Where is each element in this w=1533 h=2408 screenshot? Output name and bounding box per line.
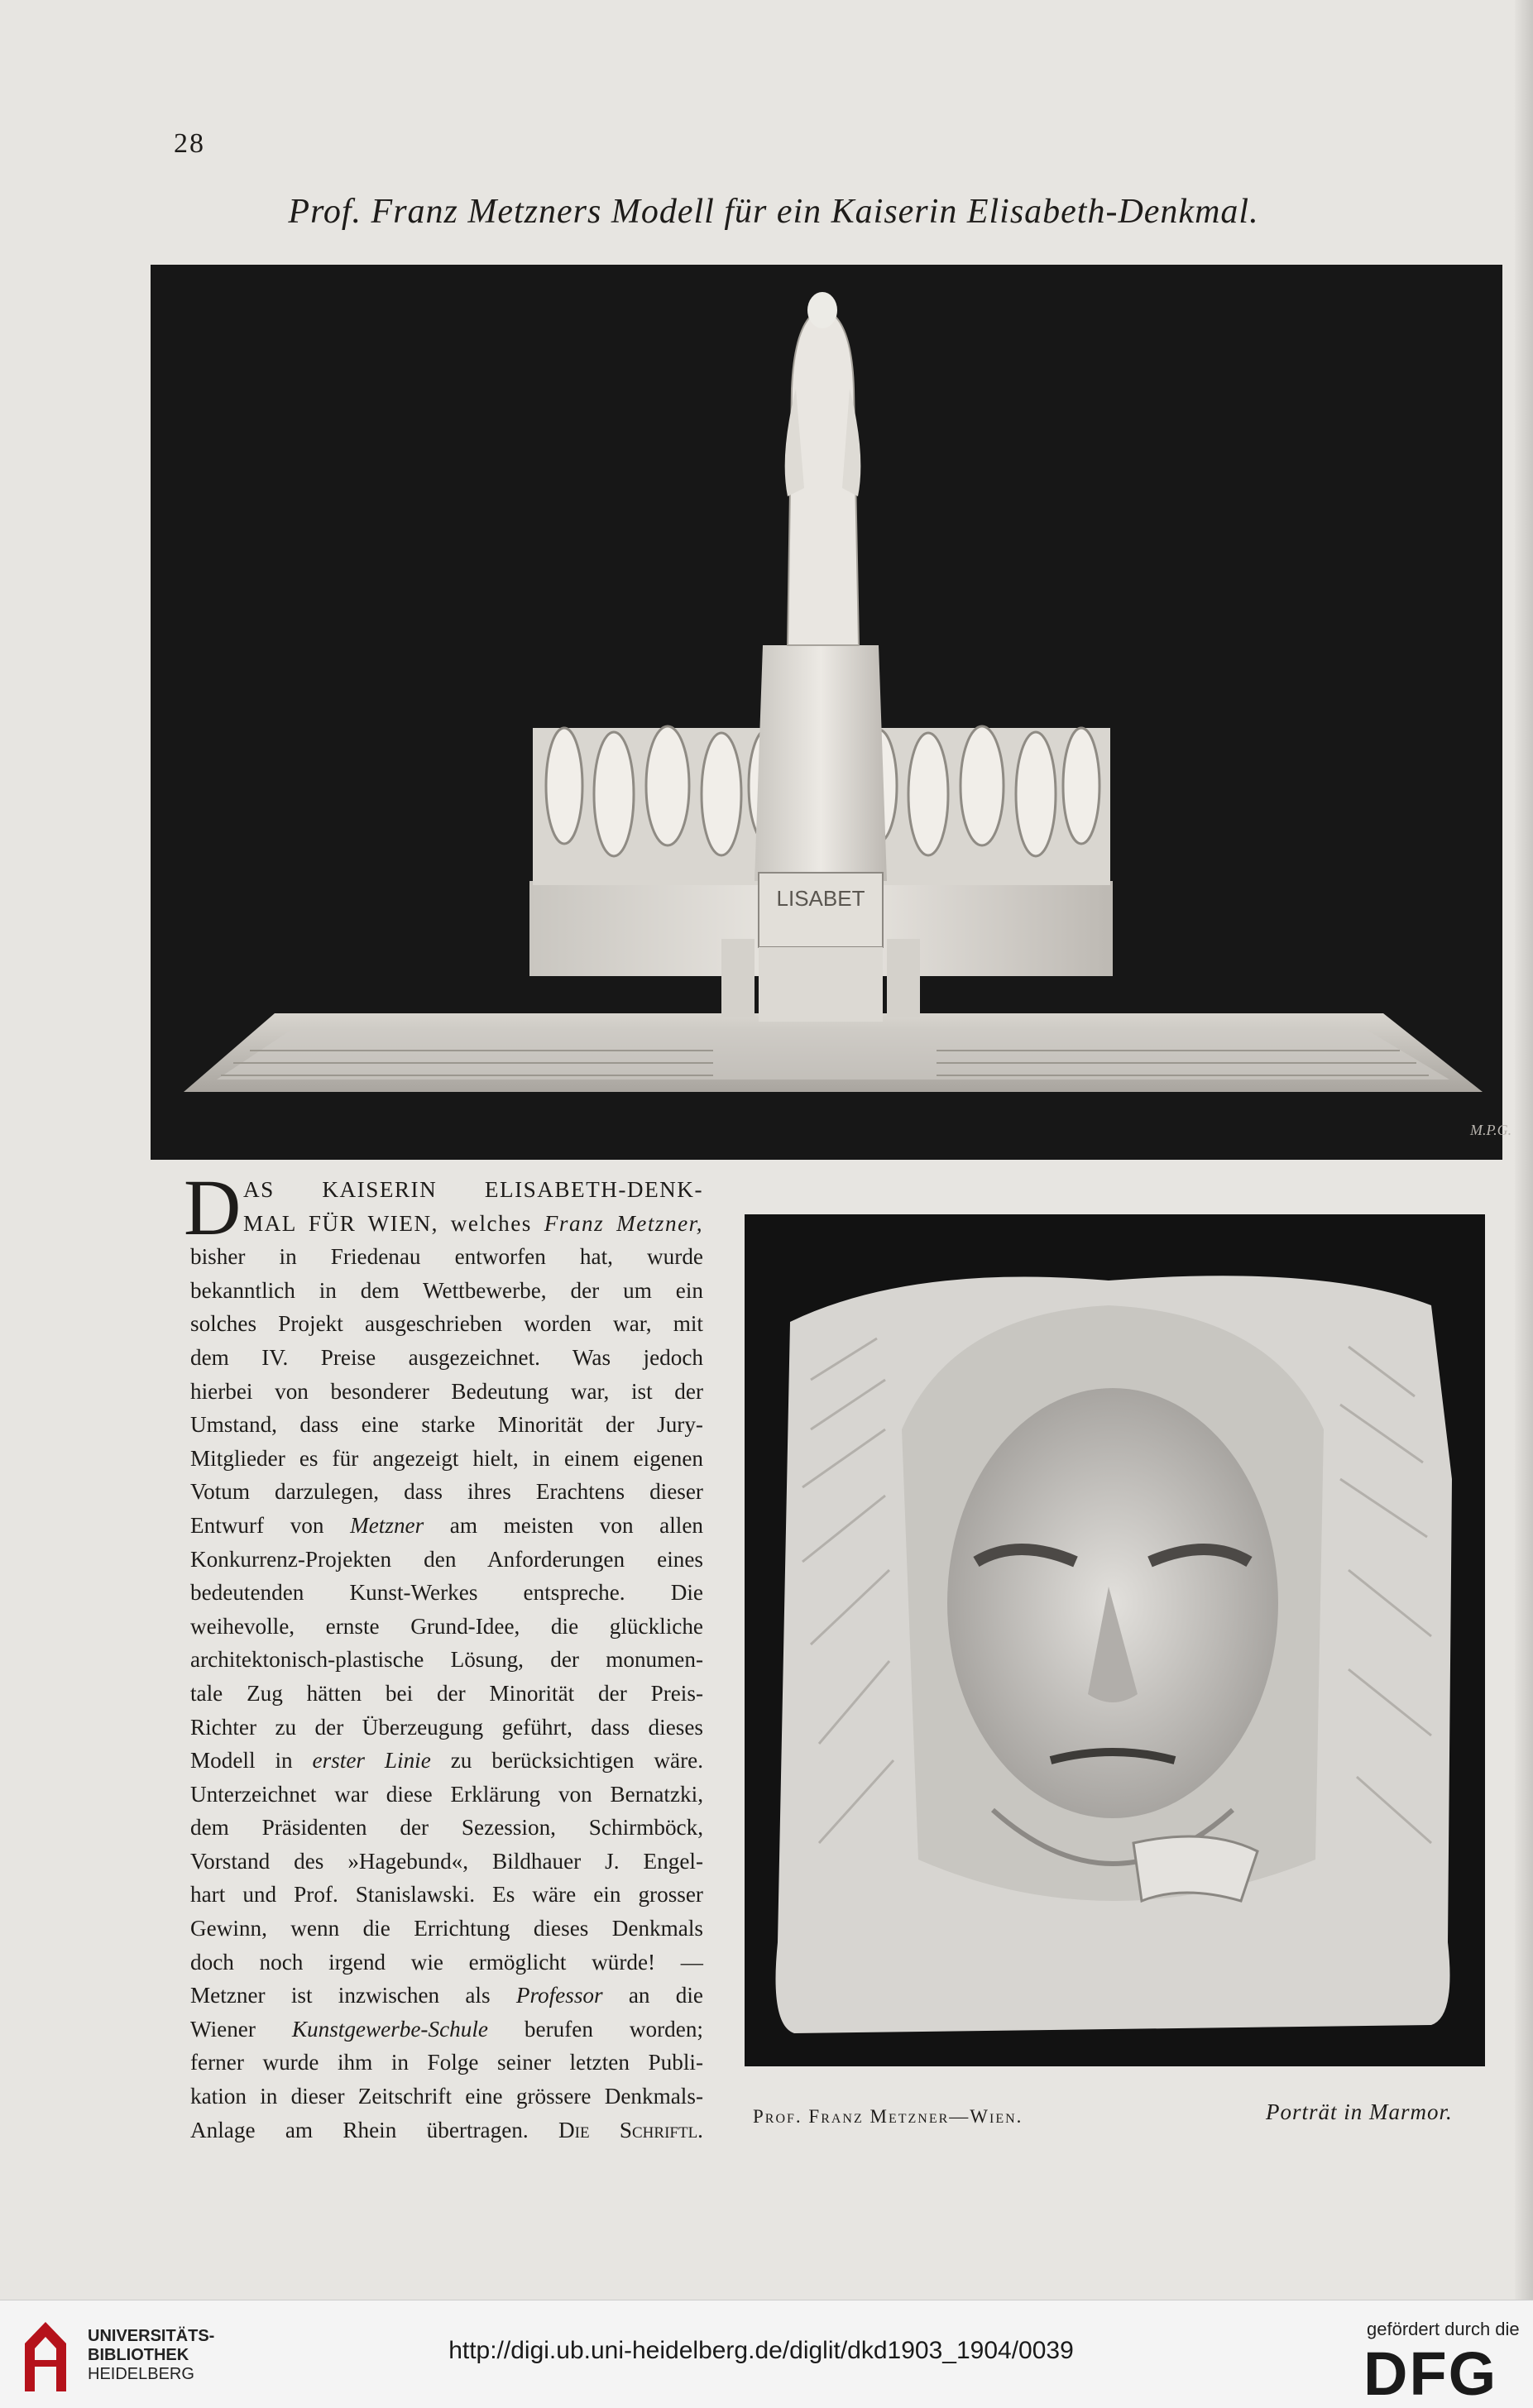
university-library-name: UNIVERSITÄTS- BIBLIOTHEK HEIDELBERG — [88, 2327, 215, 2383]
article-dropcap: D — [184, 1163, 242, 1252]
pedestal-inscription: LISABET — [776, 886, 865, 911]
article-line: bisher in Friedenau entworfen hat, wurde — [190, 1244, 703, 1270]
article-line: hart und Prof. Stanislawski. Es wäre ein grosser — [190, 1882, 703, 1908]
article-line: Vorstand des »Hagebund«, Bildhauer J. Engel- — [190, 1848, 703, 1874]
article-line: dem IV. Preise ausgezeichnet. Was jedoch — [190, 1344, 703, 1370]
article-line: hierbei von besonderer Bedeutung war, ist der — [190, 1378, 703, 1404]
article-line: bekanntlich in dem Wettbewerbe, der um ein — [190, 1277, 703, 1303]
article-line: Mitglieder es für angezeigt hielt, in einem eigenen — [190, 1445, 703, 1471]
italic-phrase: erster Linie — [312, 1748, 431, 1774]
permalink-url[interactable]: http://digi.ub.uni-heidelberg.de/diglit/dkd1903_1904/0039 — [448, 2337, 1074, 2364]
article-line: Metzner ist inzwischen als Professor an die — [190, 1983, 703, 2008]
article-line: Umstand, dass eine starke Minorität der Jury- — [190, 1412, 703, 1438]
article-line: dem Präsidenten der Sezession, Schirmböck, — [190, 1815, 703, 1841]
dfg-logo: DFG — [1363, 2339, 1498, 2408]
article-line: ferner wurde ihm in Folge seiner letzten Publi- — [190, 2050, 703, 2075]
portrait-caption-artist: Prof. Franz Metzner—Wien. — [753, 2106, 1023, 2127]
article-line: kation in dieser Zeitschrift eine grössere Denkmals- — [190, 2084, 703, 2109]
italic-name: Franz Metzner, — [544, 1210, 704, 1236]
page-heading: Prof. Franz Metzners Modell für ein Kaiserin Elisabeth-Denkmal. — [288, 193, 1259, 231]
article-line: AS KAISERIN ELISABETH-DENK- — [243, 1177, 703, 1202]
article-line: Entwurf von Metzner am meisten von allen — [190, 1512, 703, 1538]
article-line: weihevolle, ernste Grund-Idee, die glückliche — [190, 1613, 703, 1639]
article-line: Votum darzulegen, dass ihres Erachtens dieser — [190, 1479, 703, 1505]
article-line: Gewinn, wenn die Errichtung dieses Denkmals — [190, 1916, 703, 1941]
article-line: MAL FÜR WIEN, welches Franz Metzner, — [243, 1210, 704, 1236]
digital-library-footer — [0, 2300, 1533, 2408]
funding-label: gefördert durch die — [1367, 2319, 1520, 2339]
article-line: Anlage am Rhein übertragen. Die Schriftl. — [190, 2117, 703, 2142]
article-line: Wiener Kunstgewerbe-Schule berufen worden; — [190, 2016, 703, 2042]
portrait-relief-photo — [745, 1214, 1485, 2066]
article-text — [190, 1173, 703, 2147]
photo-monogram: M.P.G. — [1470, 1122, 1512, 1138]
article-line: Richter zu der Überzeugung geführt, dass dieses — [190, 1714, 703, 1740]
portrait-caption-title: Porträt in Marmor. — [1266, 2099, 1453, 2124]
italic-phrase: Kunstgewerbe-Schule — [291, 2016, 488, 2042]
university-library-logo-icon — [17, 2319, 74, 2395]
article-line: doch noch irgend wie ermöglicht würde! — — [190, 1949, 703, 1975]
page-number: 28 — [174, 128, 205, 159]
article-line: Modell in erster Linie zu berücksichtigen wäre. — [190, 1748, 703, 1774]
page-edge-shadow — [1515, 0, 1533, 2300]
article-line: bedeutenden Kunst-Werkes entspreche. Die — [190, 1580, 703, 1606]
article-line: solches Projekt ausgeschrieben worden war, mit — [190, 1311, 703, 1337]
article-line: architektonisch-plastische Lösung, der monumen- — [190, 1647, 703, 1673]
italic-name: Metzner — [350, 1512, 424, 1538]
article-line: Unterzeichnet war diese Erklärung von Bernatzki, — [190, 1781, 703, 1807]
monument-model-photo — [151, 265, 1512, 1160]
italic-phrase: Professor — [515, 1983, 603, 2008]
article-line: Konkurrenz-Projekten den Anforderungen eines — [190, 1546, 703, 1572]
article-signature: Die Schriftl. — [558, 2117, 703, 2142]
article-line: tale Zug hätten bei der Minorität der Preis- — [190, 1680, 703, 1706]
